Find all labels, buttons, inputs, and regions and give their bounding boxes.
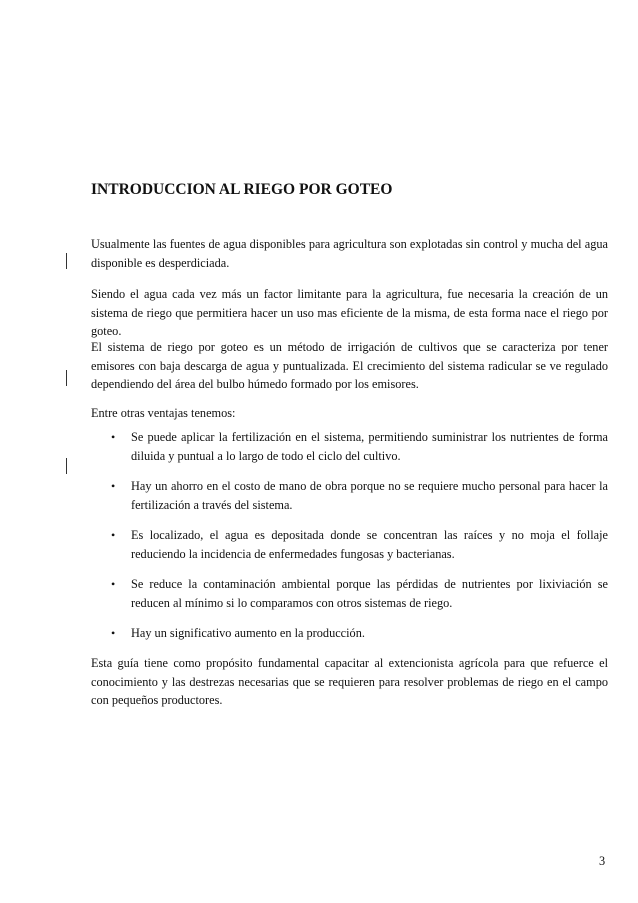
bullet-icon: • <box>111 577 116 591</box>
list-item <box>108 477 608 514</box>
revision-change-bar <box>66 370 67 386</box>
paragraph-guide-purpose: Esta guía tiene como propósito fundamental capacitar al extencionista agrícola para que refuerce el conocimiento y las destrezas necesarias que se requieren para resolver problemas de riego en el campo con pequeños productores. <box>91 656 608 707</box>
revision-change-bar <box>66 253 67 269</box>
page-number: 3 <box>599 854 606 868</box>
bullet-icon: • <box>111 528 116 542</box>
list-item-text: Es localizado, el agua es depositada donde se concentran las raíces y no moja el follaje reduciendo la incidencia de enfermedades fungosas y bacterianas. <box>131 528 608 561</box>
list-item <box>108 526 608 563</box>
bullet-icon: • <box>111 479 116 493</box>
list-item <box>108 624 608 643</box>
advantages-list <box>108 428 608 655</box>
paragraph-limiting-factor: Siendo el agua cada vez más un factor limitante para la agricultura, fue necesaria la creación de un sistema de riego que permitiera hacer un uso mas eficiente de la misma, de esta forma nace el riego por goteo. <box>91 287 608 338</box>
bullet-icon: • <box>111 430 116 444</box>
paragraph-water-sources: Usualmente las fuentes de agua disponibles para agricultura son explotadas sin control y mucha del agua disponible es desperdiciada. <box>91 237 608 270</box>
list-item <box>108 575 608 612</box>
revision-change-bar <box>66 458 67 474</box>
list-item-text: Hay un ahorro en el costo de mano de obra porque no se requiere mucho personal para hacer la fertilización a través del sistema. <box>131 479 608 512</box>
list-item-text: Se puede aplicar la fertilización en el sistema, permitiendo suministrar los nutrientes de forma diluida y puntual a lo largo de todo el ciclo del cultivo. <box>131 430 608 463</box>
list-item-text: Se reduce la contaminación ambiental porque las pérdidas de nutrientes por lixiviación se reducen al mínimo si lo comparamos con otros sistemas de riego. <box>131 577 608 610</box>
list-item <box>108 428 608 465</box>
document-title: INTRODUCCION AL RIEGO POR GOTEO <box>91 181 393 198</box>
paragraph-drip-system: El sistema de riego por goteo es un método de irrigación de cultivos que se caracteriza por tener emisores con baja descarga de agua y puntualizada. El crecimiento del sistema radicular se ve regulado dependiendo del área del bulbo húmedo formado por los emisores. <box>91 340 608 391</box>
list-item-text: Hay un significativo aumento en la producción. <box>131 626 365 640</box>
paragraph-advantages-intro: Entre otras ventajas tenemos: <box>91 406 236 420</box>
bullet-icon: • <box>111 626 116 640</box>
